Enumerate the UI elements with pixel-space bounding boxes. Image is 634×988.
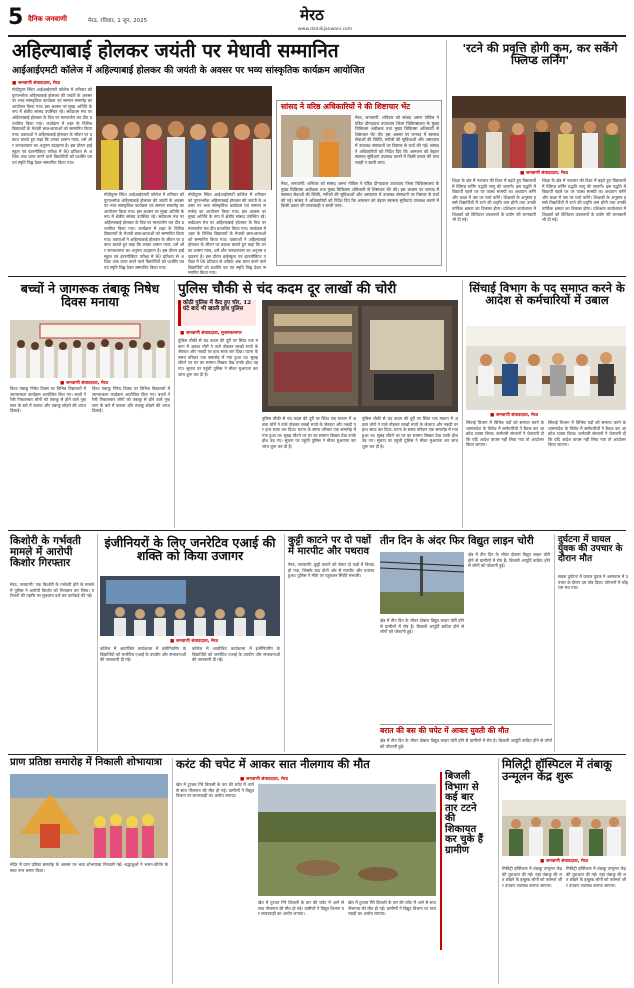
story9-body-col2: क्षेत्र में तीन दिन के भीतर दोबारा विद्युत लाइन चोरी होने से ग्रामीणों में रोष है। बिजली आपूर्ति बाधित होने से लोगों को परेशानी हुई। <box>468 552 550 569</box>
story8-headline: कुट्टी काटने पर दो पक्षों में मारपीट और पथराव <box>288 535 372 557</box>
pullquote-line: विभाग से <box>445 781 479 793</box>
story10-body: सड़क दुर्घटना में घायल युवक ने अस्पताल में उपचार के दौरान दम तोड़ दिया। परिजनों में कोहराम मच गया। <box>558 574 628 591</box>
story1-inset-body-cont: मेरठ, जनवाणी: शनिवार को सांसद अरुण गोविल ने पंडित दीनदयाल उपाध्याय जिला चिकित्सालय के मुख्य चिकित्सा अधीक्षक तथा मुख्य चिकित्सा अधिकारी से शिष्टाचार भेंट की। इस अवसर पर जनपद में स्वास्थ्य सेवाओं की स्थिति, मरीजों की सुविधाओं और अस्पताल में उपलब्ध संसाधनों पर विस्तार से चर्चा की गई। सांसद ने अधिकारियों को निर्देश दिए कि आमजन को बेहतर स्वास्थ्य सुविधाएं उपलब्ध कराने में किसी प्रकार की लापरवाही न बरती जाए। <box>281 181 439 209</box>
story1-credit: ■ जनवाणी संवाददाता, मेरठ <box>12 81 61 86</box>
story3-credit: ■ जनवाणी संवाददाता, मेरठ <box>60 381 109 386</box>
story1-body-col3: मोदीपुरम स्थित आईआईएमटी कॉलेज में शनिवार को पुण्यश्लोक अहिल्याबाई होलकर की जयंती के अवसर पर भव्य सांस्कृतिक कार्यक्रम एवं सम्मान समारोह का आयोजन किया गया। इस अवसर पर मुख्य अतिथि के रूप में क्षेत्रीय सांसद उपस्थित रहे। सर्वप्रथम मंच पर अहिल्याबाई होलकर के चित्र पर माल्यार्पण कर दीप प्रज्वलित किया गया। कार्यक्रम में शहर के विभिन्न विद्यालयों के मेधावी छात्र-छात्राओं को सम्मानित किया गया। वक्ताओं ने अहिल्याबाई होलकर के जीवन पर प्रकाश डालते हुए कहा कि उनका शासन न्याय, धर्म और जनकल्याण का अनुपम उदाहरण है। इस दौरान हाईस्कूल एवं इंटरमीडिएट परीक्षा में 90 प्रतिशत से अधिक अंक प्राप्त करने वाले विद्यार्थियों को प्रशस्ति पत्र एवं स्मृति चिह्न देकर सम्मानित किया गया। <box>188 192 266 276</box>
pullquote-line: शिकायत <box>445 823 477 835</box>
story3-headline: बच्चों ने जागरूक तंबाकू निषेध दिवस मनाया <box>20 281 160 310</box>
story4-body-col1: पुलिस चौकी से चंद कदम की दूरी पर स्थित एक मकान में अज्ञात चोरों ने ताले तोड़कर लाखों रुपये के जेवरात और नकदी पर हाथ साफ कर दिया। घटना के समय परिवार एक समारोह में गया हुआ था। सुबह लौटने पर घर का सामान बिखरा देख उनके होश उड़ गए। सूचना पर पहुंची पुलिस ने मौका मुआयना कर जांच शुरू कर दी है। <box>178 338 258 377</box>
pullquote-line: ग्रामीण <box>445 844 470 856</box>
story5-headline: सिंचाई विभाग के पद समाप्त करने के आदेश से कर्मचारियों में उबाल <box>469 281 625 308</box>
story4-credit: ■ जनवाणी संवाददाता, मुजफ्फरनगर <box>180 331 242 336</box>
story1-body-col2: मोदीपुरम स्थित आईआईएमटी कॉलेज में शनिवार को पुण्यश्लोक अहिल्याबाई होलकर की जयंती के अवसर पर भव्य सांस्कृतिक कार्यक्रम एवं सम्मान समारोह का आयोजन किया गया। इस अवसर पर मुख्य अतिथि के रूप में क्षेत्रीय सांसद उपस्थित रहे। सर्वप्रथम मंच पर अहिल्याबाई होलकर के चित्र पर माल्यार्पण कर दीप प्रज्वलित किया गया। कार्यक्रम में शहर के विभिन्न विद्यालयों के मेधावी छात्र-छात्राओं को सम्मानित किया गया। वक्ताओं ने अहिल्याबाई होलकर के जीवन पर प्रकाश डालते हुए कहा कि उनका शासन न्याय, धर्म और जनकल्याण का अनुपम उदाहरण है। इस दौरान हाईस्कूल एवं इंटरमीडिएट परीक्षा में 90 प्रतिशत से अधिक अंक प्राप्त करने वाले विद्यार्थियों को प्रशस्ति पत्र एवं स्मृति चिह्न देकर सम्मानित किया गया। <box>104 192 184 270</box>
story13-body-col2: मिलिट्री हॉस्पिटल में तंबाकू उन्मूलन केंद्र की शुरुआत की गई। यहां तंबाकू की लत छोड़ने के इच्छुक लोगों को परामर्श और उपचार उपलब्ध कराया जाएगा। <box>566 866 626 888</box>
story1-inset-body: मेरठ, जनवाणी: शनिवार को सांसद अरुण गोविल ने पंडित दीनदयाल उपाध्याय जिला चिकित्सालय के मुख्य चिकित्सा अधीक्षक तथा मुख्य चिकित्सा अधिकारी से शिष्टाचार भेंट की। इस अवसर पर जनपद में स्वास्थ्य सेवाओं की स्थिति, मरीजों की सुविधाओं और अस्पताल में उपलब्ध संसाधनों पर विस्तार से चर्चा की गई। सांसद ने अधिकारियों को निर्देश दिए कि आमजन को बेहतर स्वास्थ्य सुविधाएं उपलब्ध कराने में किसी प्रकार की लापरवाही न बरती जाए। <box>355 115 439 165</box>
story1-subhead: आईआईएमटी कॉलेज में अहिल्याबाई होलकर की जयंती के अवसर पर भव्य सांस्कृतिक कार्यक्रम आयोजित <box>12 65 365 76</box>
story7-credit: ■ जनवाणी संवाददाता, मेरठ <box>170 639 219 644</box>
column-divider <box>174 280 175 528</box>
story13-body-col1: मिलिट्री हॉस्पिटल में तंबाकू उन्मूलन केंद्र की शुरुआत की गई। यहां तंबाकू की लत छोड़ने के इच्छुक लोगों को परामर्श और उपचार उपलब्ध कराया जाएगा। <box>502 866 562 888</box>
pullquote-line: तार टटने <box>445 802 477 814</box>
story2-headline: 'रटने की प्रवृत्ति होगी कम, कर सकेंगे फ्लिप्ड लर्निंग' <box>462 41 618 68</box>
story12-credit: ■ जनवाणी संवाददाता, मेरठ <box>240 777 289 782</box>
story5-body-col1: सिंचाई विभाग में विभिन्न पदों को समाप्त करने के शासनादेश के विरोध में कर्मचारियों ने बैठक कर आक्रोश व्यक्त किया। कर्मचारी संगठनों ने चेतावनी दी कि यदि आदेश वापस नहीं लिया गया तो आंदोलन किया जाएगा। <box>466 420 544 448</box>
story1-inset-photo <box>281 115 351 177</box>
story5-photo <box>466 326 626 410</box>
story7-headline: इंजीनियरों के लिए जनरेटिव एआई की शक्ति को किया उजागर <box>104 535 276 564</box>
pullquote-line: की <box>445 813 456 824</box>
pullquote-line: बिजली <box>445 771 471 782</box>
story12-pullquote <box>440 772 494 950</box>
story9-body-cont: क्षेत्र में तीन दिन के भीतर दोबारा विद्युत लाइन चोरी होने से ग्रामीणों में रोष है। बिजली आपूर्ति बाधित होने से लोगों को परेशानी हुई। <box>380 738 552 749</box>
story1-inset <box>276 100 442 266</box>
story4-tag <box>178 300 256 326</box>
story7-body-col1: कॉलेज में आयोजित कार्यशाला में इंजीनियरिंग के विद्यार्थियों को जनरेटिव एआई के उपयोग और संभावनाओं की जानकारी दी गई। <box>100 646 186 663</box>
column-divider <box>284 534 285 752</box>
story10-headline: दुर्घटना में घायल युवक की उपचार के दौरान मौत <box>558 535 623 564</box>
story11-photo <box>10 774 168 858</box>
section-rule <box>8 754 626 755</box>
pullquote-line: कई बार <box>445 792 474 803</box>
story9-headline: तीन दिन के अंदर फिर विद्युत लाइन चोरी <box>380 535 534 547</box>
story13-credit: ■ जनवाणी संवाददाता, मेरठ <box>540 859 589 864</box>
column-divider <box>97 534 98 752</box>
masthead <box>8 6 626 36</box>
story3-photo <box>10 320 170 378</box>
column-divider <box>554 534 555 752</box>
story13-photo <box>502 800 626 856</box>
section-rule <box>8 530 626 531</box>
story1-photo <box>96 86 272 190</box>
story8-body: मेरठ, जनवाणी: कुट्टी काटने को लेकर दो पक्षों में विवाद हो गया, जिसके बाद दोनों ओर से मारपीट और पथराव हुआ। पुलिस ने मौके पर पहुंचकर स्थिति संभाली। <box>288 562 374 579</box>
masthead-rule <box>8 35 626 37</box>
story1-body-col1: मोदीपुरम स्थित आईआईएमटी कॉलेज में शनिवार को पुण्यश्लोक अहिल्याबाई होलकर की जयंती के अवसर पर भव्य सांस्कृतिक कार्यक्रम एवं सम्मान समारोह का आयोजन किया गया। इस अवसर पर मुख्य अतिथि के रूप में क्षेत्रीय सांसद उपस्थित रहे। सर्वप्रथम मंच पर अहिल्याबाई होलकर के चित्र पर माल्यार्पण कर दीप प्रज्वलित किया गया। कार्यक्रम में शहर के विभिन्न विद्यालयों के मेधावी छात्र-छात्राओं को सम्मानित किया गया। वक्ताओं ने अहिल्याबाई होलकर के जीवन पर प्रकाश डालते हुए कहा कि उनका शासन न्याय, धर्म और जनकल्याण का अनुपम उदाहरण है। इस दौरान हाईस्कूल एवं इंटरमीडिएट परीक्षा में 90 प्रतिशत से अधिक अंक प्राप्त करने वाले विद्यार्थियों को प्रशस्ति पत्र एवं स्मृति चिह्न देकर सम्मानित किया गया। <box>12 87 92 165</box>
story4-headline: पुलिस चौकी से चंद कदम दूर लाखों की चोरी <box>178 281 397 297</box>
column-divider <box>446 40 447 272</box>
story5-body-col2: सिंचाई विभाग में विभिन्न पदों को समाप्त करने के शासनादेश के विरोध में कर्मचारियों ने बैठक कर आक्रोश व्यक्त किया। कर्मचारी संगठनों ने चेतावनी दी कि यदि आदेश वापस नहीं लिया गया तो आंदोलन किया जाएगा। <box>548 420 626 448</box>
story2-photo <box>452 96 626 168</box>
story11-headline: प्राण प्रतिष्ठा समारोह में निकाली शोभायात्रा <box>10 757 162 768</box>
page-number: 5 <box>8 5 24 30</box>
website[interactable]: www.dainikjanwani.com <box>298 27 353 32</box>
story12-headline: करंट की चपेट में आकर सात नीलगाय की मौत <box>176 757 370 771</box>
dateline: मेरठ, रविवार, 1 जून, 2025 <box>88 18 148 24</box>
story9-subhead-bar <box>380 724 552 736</box>
column-divider <box>462 280 463 528</box>
story12-body-col3: खेत में टूटकर गिरे बिजली के तार की चपेट में आने से सात नीलगाय की मौत हो गई। ग्रामीणों ने विद्युत विभाग पर लापरवाही का आरोप लगाया। <box>348 900 436 917</box>
story1-headline: अहिल्याबाई होलकर जयंती पर मेधावी सम्मानित <box>12 40 339 62</box>
column-divider <box>172 758 173 984</box>
story7-body-col2: कॉलेज में आयोजित कार्यशाला में इंजीनियरिंग के विद्यार्थियों को जनरेटिव एआई के उपयोग और संभावनाओं की जानकारी दी गई। <box>192 646 280 663</box>
story12-body-col2: खेत में टूटकर गिरे बिजली के तार की चपेट में आने से सात नीलगाय की मौत हो गई। ग्रामीणों ने विद्युत विभाग पर लापरवाही का आरोप लगाया। <box>258 900 344 917</box>
story12-body-col1: खेत में टूटकर गिरे बिजली के तार की चपेट में आने से सात नीलगाय की मौत हो गई। ग्रामीणों ने विद्युत विभाग पर लापरवाही का आरोप लगाया। <box>176 782 254 799</box>
story12-photo <box>258 784 436 896</box>
story11-body: मंदिर में प्राण प्रतिष्ठा समारोह के अवसर पर भव्य शोभायात्रा निकाली गई। श्रद्धालुओं ने भजन-कीर्तन के साथ नगर भ्रमण किया। <box>10 862 168 873</box>
column-divider <box>498 758 499 984</box>
story4-body-col2: पुलिस चौकी से चंद कदम की दूरी पर स्थित एक मकान में अज्ञात चोरों ने ताले तोड़कर लाखों रुपये के जेवरात और नकदी पर हाथ साफ कर दिया। घटना के समय परिवार एक समारोह में गया हुआ था। सुबह लौटने पर घर का सामान बिखरा देख उनके होश उड़ गए। सूचना पर पहुंची पुलिस ने मौका मुआयना कर जांच शुरू कर दी है। <box>262 416 356 449</box>
story6-body: मेरठ, जनवाणी: एक किशोरी के गर्भवती होने के मामले में पुलिस ने आरोपी किशोर को गिरफ्तार कर लिया। परिजनों की तहरीर पर मुकदमा दर्ज कर कार्रवाई की गई। <box>10 582 94 599</box>
story9-subhead: बरात की बस की चपेट में आकर युवती की मौत <box>380 726 509 735</box>
story7-photo <box>100 576 280 636</box>
story3-body-col2: विश्व तंबाकू निषेध दिवस पर विभिन्न विद्यालयों में जागरूकता कार्यक्रम आयोजित किए गए। बच्चों ने रैली निकालकर लोगों को तंबाकू से होने वाले नुकसान के बारे में बताया और तंबाकू छोड़ने की शपथ दिलाई। <box>92 386 170 414</box>
story2-body-col1: शिक्षा के क्षेत्र में नवाचार की दिशा में बढ़ते हुए विद्यालयों में फ्लिप्ड लर्निंग पद्धति लागू की जाएगी। इस पद्धति में विद्यार्थी पहले घर पर पाठ्य सामग्री का अध्ययन करेंगे और कक्षा में उस पर चर्चा करेंगे। शिक्षकों के अनुसार इससे विद्यार्थियों में रटने की प्रवृत्ति कम होगी तथा उनकी तार्किक क्षमता का विकास होगा। प्रशिक्षण कार्यशाला में शिक्षकों को डिजिटल उपकरणों के प्रयोग की जानकारी भी दी गई। <box>452 178 536 223</box>
paper-name: दैनिक जनवाणी <box>28 15 67 23</box>
story13-headline: मिलिट्री हॉस्पिटल में तंबाकू उन्मूलन केंद्र शुरू <box>502 757 612 784</box>
city-name: मेरठ <box>300 6 324 24</box>
story9-body-col1: क्षेत्र में तीन दिन के भीतर दोबारा विद्युत लाइन चोरी होने से ग्रामीणों में रोष है। बिजली आपूर्ति बाधित होने से लोगों को परेशानी हुई। <box>380 618 464 635</box>
story3-body-col1: विश्व तंबाकू निषेध दिवस पर विभिन्न विद्यालयों में जागरूकता कार्यक्रम आयोजित किए गए। बच्चों ने रैली निकालकर लोगों को तंबाकू से होने वाले नुकसान के बारे में बताया और तंबाकू छोड़ने की शपथ दिलाई। <box>10 386 86 414</box>
story9-photo <box>380 552 464 614</box>
story2-credit: ■ जनवाणी संवाददाता, मेरठ <box>520 171 569 176</box>
story4-photo <box>262 300 458 412</box>
story2-body-col2: शिक्षा के क्षेत्र में नवाचार की दिशा में बढ़ते हुए विद्यालयों में फ्लिप्ड लर्निंग पद्धति लागू की जाएगी। इस पद्धति में विद्यार्थी पहले घर पर पाठ्य सामग्री का अध्ययन करेंगे और कक्षा में उस पर चर्चा करेंगे। शिक्षकों के अनुसार इससे विद्यार्थियों में रटने की प्रवृत्ति कम होगी तथा उनकी तार्किक क्षमता का विकास होगा। प्रशिक्षण कार्यशाला में शिक्षकों को डिजिटल उपकरणों के प्रयोग की जानकारी भी दी गई। <box>542 178 626 223</box>
section-rule <box>8 276 626 277</box>
pullquote-line: कर चुके हैं <box>445 834 484 845</box>
story4-body-col3: पुलिस चौकी से चंद कदम की दूरी पर स्थित एक मकान में अज्ञात चोरों ने ताले तोड़कर लाखों रुपये के जेवरात और नकदी पर हाथ साफ कर दिया। घटना के समय परिवार एक समारोह में गया हुआ था। सुबह लौटने पर घर का सामान बिखरा देख उनके होश उड़ गए। सूचना पर पहुंची पुलिस ने मौका मुआयना कर जांच शुरू कर दी है। <box>362 416 458 449</box>
story5-credit: ■ जनवाणी संवाददाता, मेरठ <box>490 413 539 418</box>
story4-tag-text: कोठी पुलिस में कैद हुए चोर, 12 घंटे बाद भी खाली हाथ पुलिस <box>183 300 252 312</box>
story1-inset-headline: सांसद ने वरिष्ठ अधिकारियों ने की शिष्टाचार भेंट <box>281 102 411 111</box>
story6-headline: किशोरी के गर्भवती मामले में आरोपी किशोर गिरफ्तार <box>10 535 81 570</box>
